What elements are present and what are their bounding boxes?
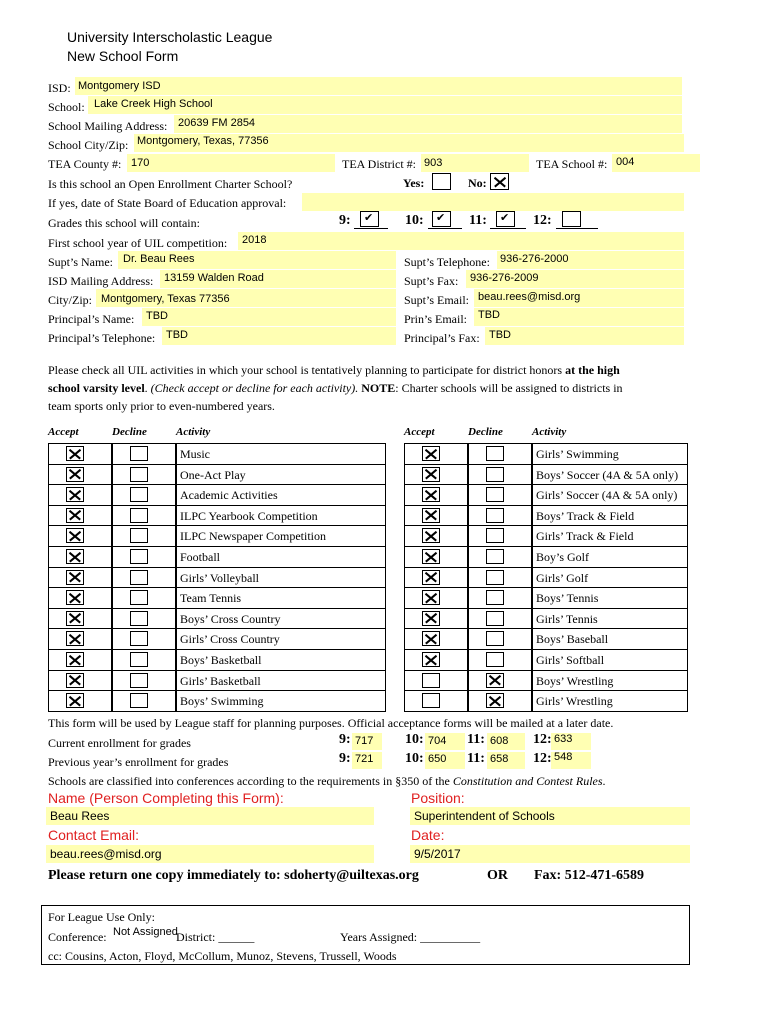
principal-name-value[interactable]: TBD — [146, 310, 168, 322]
instructions-line-2 — [48, 379, 728, 397]
check-icon: ✔ — [364, 212, 374, 224]
decline-checkbox[interactable] — [130, 611, 148, 626]
activity-name: Boys’ Soccer (4A & 5A only) — [532, 464, 688, 486]
current-g12-label: 12: — [533, 732, 552, 747]
tea-county-label: TEA County #: — [48, 157, 122, 171]
activity-name: Boys’ Basketball — [176, 649, 386, 671]
activity-name: Girls’ Volleyball — [176, 567, 386, 589]
previous-g10-value[interactable]: 650 — [428, 753, 447, 765]
decline-checkbox[interactable] — [486, 508, 504, 523]
instructions-text-2a: school varsity level — [48, 381, 145, 395]
decline-checkbox[interactable] — [486, 631, 504, 646]
charter-no-checkbox[interactable] — [490, 173, 509, 190]
accept-checkbox[interactable] — [66, 508, 84, 523]
principal-name-label: Principal’s Name: — [48, 312, 135, 326]
decline-checkbox[interactable] — [486, 528, 504, 543]
previous-g11-label: 11: — [467, 751, 485, 766]
tea-county-value[interactable]: 170 — [131, 157, 150, 169]
tea-school-label: TEA School #: — [536, 157, 608, 171]
mailing-label: School Mailing Address: — [48, 119, 168, 133]
activity-name: Girls’ Basketball — [176, 670, 386, 692]
decline-checkbox[interactable] — [486, 652, 504, 667]
position-field[interactable]: Superintendent of Schools — [410, 807, 690, 825]
accept-checkbox[interactable] — [422, 467, 440, 482]
principal-phone-value[interactable]: TBD — [166, 329, 188, 341]
accept-checkbox[interactable] — [422, 528, 440, 543]
isd-field-bg[interactable] — [75, 77, 682, 95]
decline-checkbox[interactable] — [130, 590, 148, 605]
instructions-text-1a: Please check all UIL activities in which your school is tentatively planning to participate for district honors — [48, 363, 566, 377]
charter-no-label: No: — [468, 176, 487, 190]
accept-checkbox[interactable] — [66, 528, 84, 543]
prin-email-field-bg[interactable] — [474, 308, 684, 326]
title-line-2: New School Form — [67, 48, 179, 64]
prin-fax-value[interactable]: TBD — [489, 329, 511, 341]
conference-label: Conference: — [48, 930, 107, 944]
league-use-title: For League Use Only: — [48, 910, 155, 924]
prin-fax-label: Principal’s Fax: — [404, 331, 480, 345]
activity-name: Academic Activities — [176, 484, 386, 506]
conference-value[interactable]: Not Assigned — [113, 926, 178, 938]
accept-checkbox[interactable] — [66, 549, 84, 564]
current-enrollment-label: Current enrollment for grades — [48, 736, 191, 750]
supt-email-value[interactable]: beau.rees@misd.org — [478, 291, 581, 303]
grade-11-checkbox[interactable] — [496, 211, 515, 227]
left-header-accept: Accept — [48, 426, 79, 438]
activity-name: Girls’ Softball — [532, 649, 688, 671]
sboe-field-bg[interactable] — [302, 193, 684, 211]
city-zip2-label: City/Zip: — [48, 293, 93, 307]
accept-checkbox[interactable] — [422, 487, 440, 502]
current-g9-label: 9: — [339, 732, 351, 747]
instructions-text-2e: : Charter schools will be assigned to districts in — [395, 381, 623, 395]
grades-label: Grades this school will contain: — [48, 216, 200, 230]
name-field[interactable]: Beau Rees — [46, 807, 374, 825]
isd-value[interactable]: Montgomery ISD — [78, 80, 161, 92]
prin-email-label: Prin’s Email: — [404, 312, 467, 326]
grade-10-checkbox[interactable] — [432, 211, 451, 227]
accept-checkbox[interactable] — [422, 631, 440, 646]
activity-name: Girls’ Golf — [532, 567, 688, 589]
tea-district-value[interactable]: 903 — [424, 157, 443, 169]
activity-name: ILPC Yearbook Competition — [176, 505, 386, 527]
decline-checkbox[interactable] — [486, 590, 504, 605]
previous-g9-value[interactable]: 721 — [355, 753, 374, 765]
accept-checkbox[interactable] — [66, 570, 84, 585]
activity-name: Girls’ Swimming — [532, 443, 688, 465]
prin-fax-field-bg[interactable] — [485, 327, 684, 345]
principal-name-field-bg[interactable] — [142, 308, 396, 326]
previous-enrollment-label: Previous year’s enrollment for grades — [48, 755, 229, 769]
cityzip-label: School City/Zip: — [48, 138, 129, 152]
grade-10-underline — [428, 228, 462, 229]
accept-checkbox[interactable] — [422, 446, 440, 461]
decline-checkbox[interactable] — [130, 693, 148, 708]
current-g9-value[interactable]: 717 — [355, 735, 374, 747]
cc-list: cc: Cousins, Acton, Floyd, McCollum, Munoz, Stevens, Trussell, Woods — [48, 949, 397, 963]
supt-fax-label: Supt’s Fax: — [404, 274, 459, 288]
current-g11-value[interactable]: 608 — [490, 735, 509, 747]
decline-checkbox[interactable] — [486, 570, 504, 585]
decline-checkbox[interactable] — [130, 446, 148, 461]
supt-phone-label: Supt’s Telephone: — [404, 255, 490, 269]
position-label: Position: — [411, 790, 465, 806]
activity-name: Girls’ Wrestling — [532, 690, 688, 712]
accept-checkbox[interactable] — [66, 446, 84, 461]
accept-checkbox[interactable] — [422, 508, 440, 523]
grade-11-underline — [490, 228, 526, 229]
activity-name: Boys’ Cross Country — [176, 608, 386, 630]
decline-checkbox[interactable] — [130, 528, 148, 543]
accept-checkbox[interactable] — [66, 652, 84, 667]
principal-phone-label: Principal’s Telephone: — [48, 331, 156, 345]
decline-checkbox[interactable] — [486, 487, 504, 502]
accept-checkbox[interactable] — [422, 693, 440, 708]
grade-9-checkbox[interactable] — [360, 211, 379, 227]
current-g10-label: 10: — [405, 732, 424, 747]
activity-name: Boy’s Golf — [532, 546, 688, 568]
accept-checkbox[interactable] — [422, 652, 440, 667]
grade-12-label: 12: — [533, 213, 552, 228]
right-header-decline: Decline — [468, 426, 503, 438]
activity-name: Football — [176, 546, 386, 568]
decline-checkbox[interactable] — [486, 467, 504, 482]
supt-name-label: Supt’s Name: — [48, 255, 113, 269]
activity-name: Boys’ Tennis — [532, 587, 688, 609]
previous-g10-label: 10: — [405, 751, 424, 766]
supt-fax-value[interactable]: 936-276-2009 — [470, 272, 539, 284]
accept-checkbox[interactable] — [66, 487, 84, 502]
instructions-text-2b: . — [144, 381, 151, 395]
supt-phone-value[interactable]: 936-276-2000 — [500, 253, 569, 265]
activity-name: Girls’ Tennis — [532, 608, 688, 630]
instructions-line-1 — [48, 361, 728, 379]
first-year-value[interactable]: 2018 — [242, 234, 267, 246]
decline-checkbox[interactable] — [130, 652, 148, 667]
prin-email-value[interactable]: TBD — [478, 309, 500, 321]
current-g10-value[interactable]: 704 — [428, 735, 447, 747]
activity-name: Music — [176, 443, 386, 465]
activity-name: Boys’ Wrestling — [532, 670, 688, 692]
tea-district-label: TEA District #: — [342, 157, 416, 171]
city-zip2-value[interactable]: Montgomery, Texas 77356 — [101, 293, 230, 305]
previous-g12-label: 12: — [533, 751, 552, 766]
accept-checkbox[interactable] — [422, 549, 440, 564]
return-instructions: Please return one copy immediately to: sdoherty@uiltexas.org — [48, 868, 419, 883]
activity-name: Boys’ Track & Field — [532, 505, 688, 527]
decline-checkbox[interactable] — [130, 673, 148, 688]
school-value[interactable]: Lake Creek High School — [94, 98, 213, 110]
current-g12-value[interactable]: 633 — [554, 733, 573, 745]
grade-9-label: 9: — [339, 213, 351, 228]
charter-yes-label: Yes: — [403, 176, 425, 190]
accept-checkbox[interactable] — [66, 673, 84, 688]
usage-note: This form will be used by League staff for planning purposes. Official acceptance forms will be mailed at a later date. — [48, 716, 614, 730]
accept-checkbox[interactable] — [422, 570, 440, 585]
tea-school-value[interactable]: 004 — [616, 156, 635, 168]
previous-g9-label: 9: — [339, 751, 351, 766]
district-label: District: ______ — [176, 930, 255, 944]
accept-checkbox[interactable] — [66, 467, 84, 482]
grade-9-underline — [354, 228, 388, 229]
activity-name: ILPC Newspaper Competition — [176, 525, 386, 547]
activity-name: Girls’ Soccer (4A & 5A only) — [532, 484, 688, 506]
fax-number: Fax: 512-471-6589 — [534, 868, 645, 883]
decline-checkbox[interactable] — [130, 631, 148, 646]
or-text: OR — [487, 868, 508, 883]
form-title — [67, 28, 272, 66]
instructions-line-3: team sports only prior to even-numbered years. — [48, 399, 275, 413]
decline-checkbox[interactable] — [486, 673, 504, 688]
date-field[interactable]: 9/5/2017 — [410, 845, 690, 863]
name-label: Name (Person Completing this Form): — [48, 790, 284, 806]
right-header-activity: Activity — [532, 426, 567, 438]
classification-note — [48, 774, 606, 789]
charter-question: Is this school an Open Enrollment Charter School? — [48, 177, 293, 191]
activity-name: Girls’ Track & Field — [532, 525, 688, 547]
mailing-value[interactable]: 20639 FM 2854 — [178, 117, 256, 129]
grade-11-label: 11: — [469, 213, 487, 228]
instructions-text-1b: at the high — [565, 363, 620, 377]
check-icon: ✔ — [500, 212, 510, 224]
grade-10-label: 10: — [405, 213, 424, 228]
decline-checkbox[interactable] — [486, 693, 504, 708]
instructions-text-2c: (Check accept or decline for each activity). — [150, 381, 359, 395]
accept-checkbox[interactable] — [66, 611, 84, 626]
decline-checkbox[interactable] — [130, 549, 148, 564]
decline-checkbox[interactable] — [486, 549, 504, 564]
accept-checkbox[interactable] — [66, 631, 84, 646]
previous-g11-value[interactable]: 658 — [490, 753, 509, 765]
date-label: Date: — [411, 827, 445, 843]
cityzip-value[interactable]: Montgomery, Texas, 77356 — [137, 135, 269, 147]
decline-checkbox[interactable] — [486, 611, 504, 626]
isd-label: ISD: — [48, 81, 71, 95]
accept-checkbox[interactable] — [422, 590, 440, 605]
charter-yes-checkbox[interactable] — [432, 173, 451, 190]
contact-email-label: Contact Email: — [48, 827, 140, 843]
classification-text-b: Constitution and Contest Rules — [452, 774, 603, 788]
grade-12-underline — [556, 228, 598, 229]
school-label: School: — [48, 100, 85, 114]
isd-mailing-value[interactable]: 13159 Walden Road — [164, 272, 264, 284]
accept-checkbox[interactable] — [66, 693, 84, 708]
accept-checkbox[interactable] — [422, 673, 440, 688]
isd-mailing-label: ISD Mailing Address: — [48, 274, 154, 288]
instructions — [48, 361, 728, 415]
activity-name: Girls’ Cross Country — [176, 628, 386, 650]
instructions-text-2d: NOTE — [361, 381, 396, 395]
check-icon: ✔ — [436, 212, 446, 224]
grade-12-checkbox[interactable] — [562, 211, 581, 227]
years-assigned-label: Years Assigned: __________ — [340, 930, 481, 944]
activity-name: One-Act Play — [176, 464, 386, 486]
sboe-label: If yes, date of State Board of Education approval: — [48, 196, 287, 210]
first-year-field-bg[interactable] — [238, 232, 684, 250]
activity-name: Team Tennis — [176, 587, 386, 609]
right-header-accept: Accept — [404, 426, 435, 438]
contact-email-field[interactable]: beau.rees@misd.org — [46, 845, 374, 863]
accept-checkbox[interactable] — [422, 611, 440, 626]
supt-email-label: Supt’s Email: — [404, 293, 470, 307]
previous-g12-value[interactable]: 548 — [554, 751, 573, 763]
decline-checkbox[interactable] — [486, 446, 504, 461]
decline-checkbox[interactable] — [130, 508, 148, 523]
left-header-decline: Decline — [112, 426, 147, 438]
accept-checkbox[interactable] — [66, 590, 84, 605]
classification-text-a: Schools are classified into conferences according to the requirements in §350 of the — [48, 774, 453, 788]
decline-checkbox[interactable] — [130, 487, 148, 502]
tea-county-field-bg[interactable] — [127, 154, 335, 172]
classification-text-c: . — [602, 774, 606, 788]
activity-name: Boys’ Baseball — [532, 628, 688, 650]
first-year-label: First school year of UIL competition: — [48, 236, 228, 250]
decline-checkbox[interactable] — [130, 467, 148, 482]
decline-checkbox[interactable] — [130, 570, 148, 585]
activity-name: Boys’ Swimming — [176, 690, 386, 712]
current-g11-label: 11: — [467, 732, 485, 747]
supt-name-value[interactable]: Dr. Beau Rees — [123, 253, 195, 265]
left-header-activity: Activity — [176, 426, 211, 438]
principal-phone-field-bg[interactable] — [162, 327, 396, 345]
title-line-1: University Interscholastic League — [67, 29, 273, 45]
